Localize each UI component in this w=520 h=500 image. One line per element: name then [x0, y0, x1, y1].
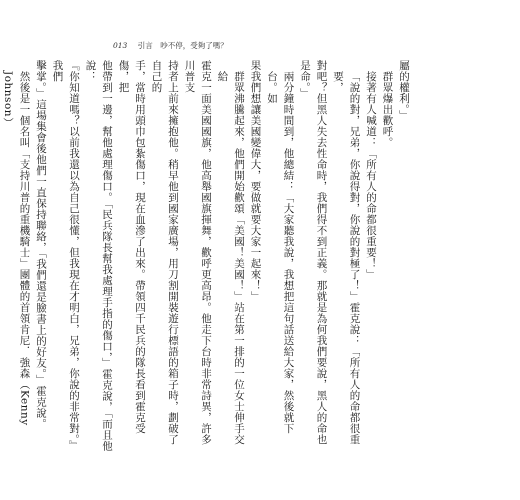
text-column: 霍克一面美國國旗，他高舉國旗揮舞，歡呼更高昂。他走下台時非常詩異，許多川普支	[183, 60, 212, 445]
text-column: 手，當時用頭巾包紮傷口，現在血滲了出來。帶領四千民兵的隊長看到霍克受傷，把	[117, 60, 146, 434]
text-column: 對吧？但黑人失去性命時，我們得不到正義。那就是為何我們要說，黑人的命也是命。」	[299, 60, 328, 445]
running-title: 引言 吵不停，受夠了嗎？	[137, 41, 228, 50]
text-column: 群眾爆出歡呼。	[381, 70, 394, 148]
text-column: 屬的權利。」	[398, 60, 410, 121]
text-column: 『你知道嗎？以前我還以為自己很懂，但我現在才明白，兄弟，你說的非常對。』我們	[51, 60, 80, 451]
text-column: 然後是一個名叫「支持川普的重機騎士」團體的首領肯尼．強森（Kenny Johnson）	[2, 70, 31, 426]
body-text	[0, 60, 412, 455]
page-number: 013	[113, 41, 128, 50]
text-column: 果我們想讓美國變偉大，要做就要大家一起來！」	[249, 60, 262, 302]
text-column: 「說的對，兄弟，你說得對，你說的對極了！」霍克說：「所有人的命都很重要，	[332, 70, 361, 445]
text-column: 擊掌。」這場集會後他們一直保持聯絡，「我們還是臉書上的好友。」霍克說。	[35, 60, 47, 430]
text-column: 他帶到一邊，幫他處理傷口。「民兵隊長幫我處理手指的傷口，」霍克說，「而且他說：	[84, 60, 113, 452]
text-column: 持者上前來擁抱他。稍早他到國家廣場，用刀割開裝遊行標語的箱子時，劃破了自己的	[150, 60, 179, 445]
text-column: 接著有人喊道：「所有人的命都很重要！」	[365, 70, 377, 280]
text-column: 兩分鐘時間到，他總結：「大家聽我說，我想把這句話送給大家，然後就下台。如	[266, 70, 295, 434]
running-header	[113, 40, 228, 51]
text-column: 群眾沸騰起來，他們開始歡頌「美國！美國！」站在第一排的一位女士伸手交給	[216, 70, 245, 445]
